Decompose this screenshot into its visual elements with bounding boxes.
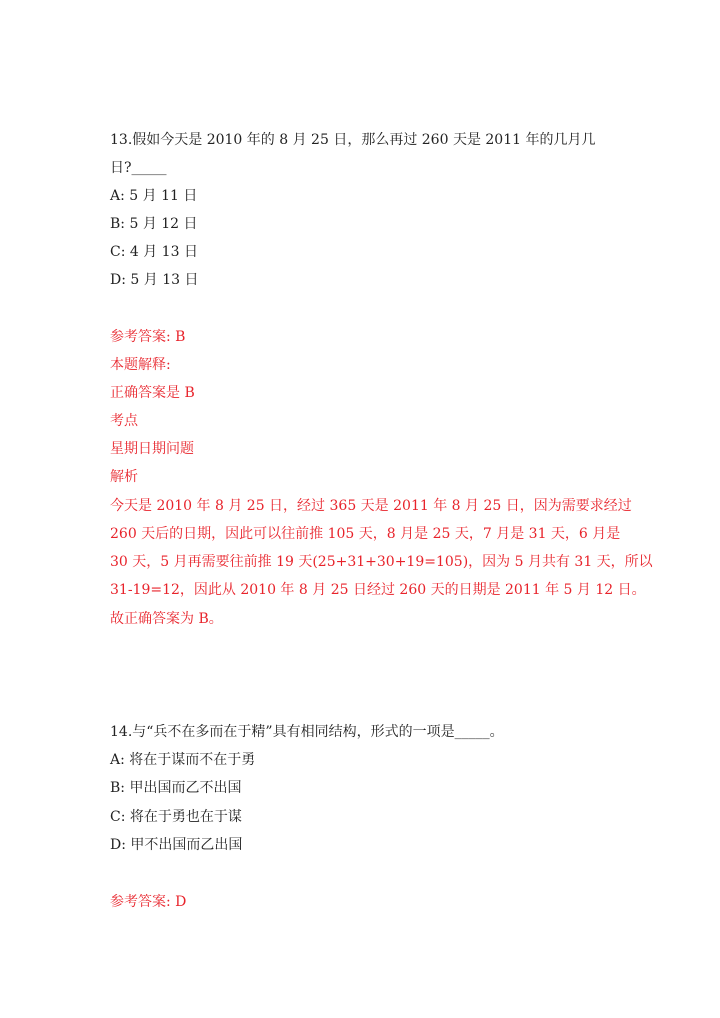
q13-stem-line2: 日?_____	[110, 160, 167, 176]
q14-answer: 参考答案: D	[110, 894, 187, 910]
q13-explain-title: 本题解释:	[110, 357, 171, 373]
q14-option-c: C: 将在于勇也在于谋	[110, 809, 242, 825]
q14-option-b: B: 甲出国而乙不出国	[110, 780, 242, 796]
q13-analysis-line1: 今天是 2010 年 8 月 25 日，经过 365 天是 2011 年 8 月 25 日，因为需要求经过	[110, 498, 632, 514]
q13-analysis-line2: 260 天后的日期，因此可以往前推 105 天，8 月是 25 天，7 月是 31 天，6 月是	[110, 526, 621, 542]
q13-correct-answer: 正确答案是 B	[110, 385, 195, 401]
q13-option-c: C: 4 月 13 日	[110, 244, 198, 260]
q13-kaodian-label: 考点	[110, 413, 138, 429]
q13-jiexi-label: 解析	[110, 469, 138, 485]
q14-option-a: A: 将在于谋而不在于勇	[110, 752, 256, 768]
q13-stem-line1: 13.假如今天是 2010 年的 8 月 25 日，那么再过 260 天是 2011 年的几月几	[110, 132, 596, 148]
q13-option-d: D: 5 月 13 日	[110, 272, 199, 288]
q13-kaodian: 星期日期问题	[110, 441, 194, 457]
q13-option-a: A: 5 月 11 日	[110, 188, 198, 204]
q13-analysis-line4: 31-19=12，因此从 2010 年 8 月 25 日经过 260 天的日期是 2011 年 5 月 12 日。	[110, 582, 646, 598]
q14-option-d: D: 甲不出国而乙出国	[110, 837, 243, 853]
q13-answer: 参考答案: B	[110, 329, 186, 345]
q13-analysis-line3: 30 天，5 月再需要往前推 19 天(25+31+30+19=105)，因为 5 月共有 31 天，所以	[110, 554, 653, 570]
q14-stem: 14.与“兵不在多而在于精”具有相同结构，形式的一项是_____。	[110, 724, 504, 740]
q13-option-b: B: 5 月 12 日	[110, 216, 198, 232]
q13-analysis-line5: 故正确答案为 B。	[110, 611, 223, 627]
